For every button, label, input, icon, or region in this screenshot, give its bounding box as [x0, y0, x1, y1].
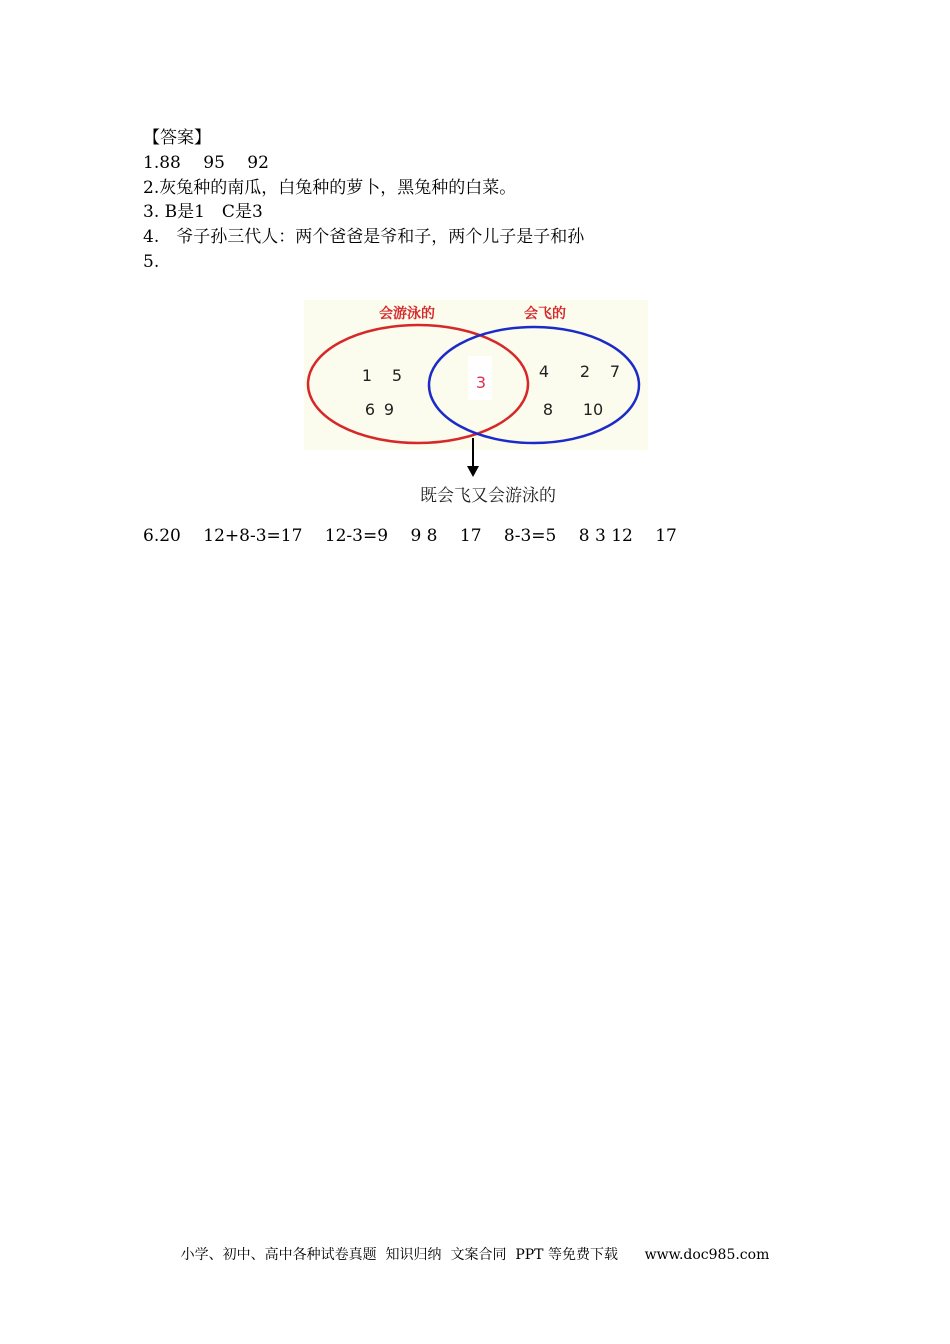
- page-footer: 小学、初中、高中各种试卷真题 知识归纳 文案合同 PPT 等免费下载 www.doc985.com: [180, 1247, 770, 1263]
- answer-2: 2.灰兔种的南瓜，白兔种的萝卜，黑兔种的白菜。: [143, 178, 517, 198]
- right-number: 2: [579, 362, 591, 381]
- fly-title: 会飞的: [524, 306, 566, 322]
- answer-5: 5.: [143, 252, 160, 272]
- right-number: 7: [609, 362, 621, 381]
- answer-6: 6.20 12+8-3=17 12-3=9 9 8 17 8-3=5 8 3 12 17: [143, 526, 677, 546]
- center-number: 3: [475, 373, 487, 392]
- arrow-head: [467, 466, 479, 477]
- left-number: 6: [364, 400, 376, 419]
- left-number: 1: [361, 366, 373, 385]
- answer-4: 4. 爷子孙三代人：两个爸爸是爷和子，两个儿子是子和孙: [143, 227, 585, 247]
- venn-caption: 既会飞又会游泳的: [420, 486, 556, 506]
- right-number: 4: [538, 362, 550, 381]
- right-number: 10: [582, 400, 604, 419]
- answer-heading: 【答案】: [143, 128, 211, 148]
- venn-diagram: [300, 296, 652, 512]
- swim-title: 会游泳的: [379, 306, 435, 322]
- left-number: 5: [391, 366, 403, 385]
- left-number: 9: [383, 400, 395, 419]
- right-number: 8: [542, 400, 554, 419]
- answer-3: 3. B是1 C是3: [143, 202, 263, 222]
- answer-1: 1.88 95 92: [143, 153, 269, 173]
